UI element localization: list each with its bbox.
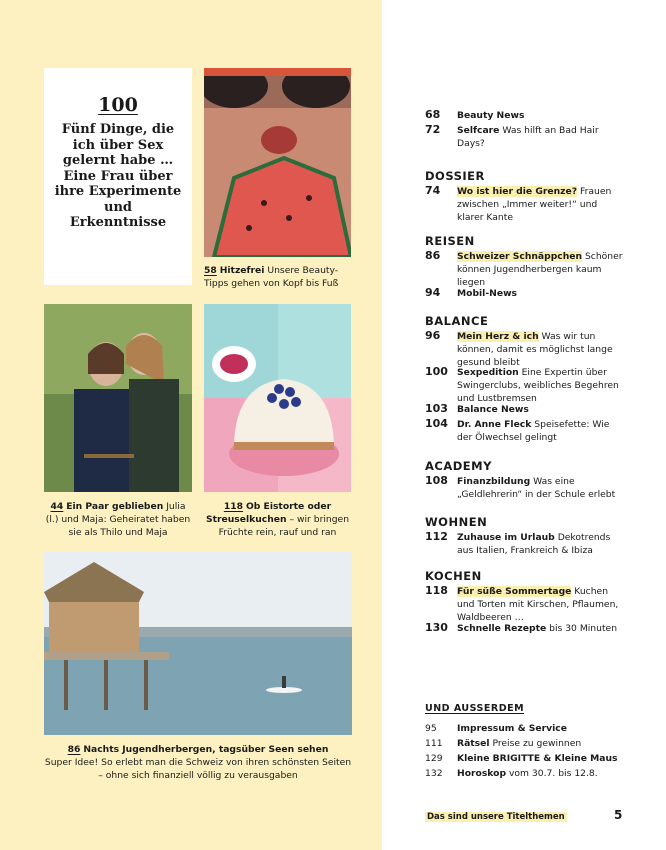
toc-key: Horoskop xyxy=(457,768,507,779)
section-title: KOCHEN xyxy=(425,569,482,583)
toc-key: Impressum & Service xyxy=(457,723,567,734)
toc-item[interactable] xyxy=(425,330,625,369)
toc-key: Für süße Sommertage xyxy=(457,586,572,597)
caption-title: Ein Paar geblieben xyxy=(66,501,164,512)
toc-page: 94 xyxy=(425,286,441,299)
caption-page[interactable]: 44 xyxy=(50,501,64,512)
toc-text: Was eine „Geldlehrerin“ in der Schule erlebt xyxy=(457,476,616,500)
toc-key: Balance News xyxy=(457,404,529,415)
toc-item[interactable] xyxy=(425,722,625,735)
toc-key: Finanzbildung xyxy=(457,476,531,487)
caption-text: Julia (l.) und Maja: Geheiratet haben sie als Thilo und Maja xyxy=(45,501,191,538)
toc-key: Selfcare xyxy=(457,125,500,136)
toc-key: Wo ist hier die Grenze? xyxy=(457,186,578,197)
toc-text: Frauen zwischen „Immer weiter!“ und klarer Kante xyxy=(457,186,612,223)
toc-item[interactable] xyxy=(425,752,625,765)
caption-page[interactable]: 86 xyxy=(67,744,81,755)
feature-teaser[interactable] xyxy=(44,68,192,285)
toc-key: Dr. Anne Fleck xyxy=(457,419,532,430)
toc-item[interactable] xyxy=(425,250,625,289)
toc-page: 118 xyxy=(425,584,448,597)
cake-photo xyxy=(204,304,351,492)
toc-key: Schnelle Rezepte xyxy=(457,623,547,634)
section-title: DOSSIER xyxy=(425,169,485,183)
toc-page: 95 xyxy=(425,723,437,734)
feature-page-number: 100 xyxy=(98,94,138,116)
caption-title: Hitzefrei xyxy=(219,265,265,276)
caption-page[interactable]: 118 xyxy=(223,501,244,512)
toc-key: Sexpedition xyxy=(457,367,519,378)
page-number: 5 xyxy=(614,808,623,822)
toc-item[interactable] xyxy=(425,622,625,635)
caption-text: – wir bringen Früchte rein, rauf und ran xyxy=(218,514,350,538)
toc-item[interactable] xyxy=(425,585,625,624)
caption-page[interactable]: 58 xyxy=(204,265,217,276)
toc-text: Was hilft an Bad Hair Days? xyxy=(457,125,599,149)
section-title: UND AUSSERDEM xyxy=(425,703,525,714)
toc-text: vom 30.7. bis 12.8. xyxy=(509,768,598,779)
lake-photo xyxy=(44,552,352,735)
toc-item[interactable] xyxy=(425,737,625,750)
toc-key: Mobil-News xyxy=(457,288,518,299)
toc-page: 68 xyxy=(425,108,441,121)
caption-hitzefrei xyxy=(204,264,351,290)
toc-key: Mein Herz & ich xyxy=(457,331,539,342)
section-title: BALANCE xyxy=(425,314,489,328)
toc-page: 104 xyxy=(425,417,448,430)
toc-text: Preise zu gewinnen xyxy=(492,738,582,749)
watermelon-photo xyxy=(204,68,351,257)
toc-key: Zuhause im Urlaub xyxy=(457,532,555,543)
toc-page: 72 xyxy=(425,123,441,136)
toc-text: Kuchen und Torten mit Kirschen, Pflaumen, Waldbeeren … xyxy=(457,586,619,623)
toc-item[interactable] xyxy=(425,403,625,416)
toc-text: Dekotrends aus Italien, Frankreich & Ibiza xyxy=(457,532,611,556)
section-title: REISEN xyxy=(425,234,475,248)
toc-item[interactable] xyxy=(425,366,625,405)
couple-photo xyxy=(44,304,192,492)
toc-item[interactable] xyxy=(425,475,625,501)
toc-page: 86 xyxy=(425,249,441,262)
toc-text: Schöner können Jugendherbergen kaum liegen xyxy=(457,251,623,288)
toc-page: 132 xyxy=(425,768,443,779)
toc-item[interactable] xyxy=(425,287,625,300)
toc-page: 103 xyxy=(425,402,448,415)
toc-text: Speisefette: Wie der Ölwechsel gelingt xyxy=(457,419,610,443)
toc-text: Was wir tun können, damit es möglichst lange gesund bleibt xyxy=(457,331,613,368)
toc-key: Schweizer Schnäppchen xyxy=(457,251,583,262)
toc-page: 129 xyxy=(425,753,443,764)
caption-paar xyxy=(44,500,192,539)
toc-key: Beauty News xyxy=(457,110,525,121)
caption-seen xyxy=(44,743,352,782)
feature-headline: Fünf Dinge, die ich über Sex gelernt habe … Eine Frau über ihre Experimente und Erkenntnisse xyxy=(54,122,182,230)
toc-item[interactable] xyxy=(425,185,625,224)
caption-text: Unsere Beauty-Tipps gehen von Kopf bis Fuß xyxy=(204,265,339,289)
caption-title: Ob Eistorte oder Streuselkuchen xyxy=(205,501,332,525)
caption-eistorte xyxy=(204,500,351,539)
toc-page: 108 xyxy=(425,474,448,487)
toc-item[interactable] xyxy=(425,767,625,780)
caption-title: Nachts Jugendherbergen, tagsüber Seen sehen xyxy=(83,744,329,755)
toc-text: Eine Expertin über Swingerclubs, weibliches Begehren und Lustbremsen xyxy=(457,367,619,404)
toc-page: 96 xyxy=(425,329,441,342)
toc-page: 100 xyxy=(425,365,448,378)
toc-page: 112 xyxy=(425,530,448,543)
toc-text: bis 30 Minuten xyxy=(549,623,618,634)
section-title: WOHNEN xyxy=(425,515,488,529)
toc-key: Kleine BRIGITTE & Kleine Maus xyxy=(457,753,618,764)
toc-item[interactable] xyxy=(425,124,625,150)
toc-key: Rätsel xyxy=(457,738,490,749)
toc-page: 111 xyxy=(425,738,443,749)
caption-text: Super Idee! So erlebt man die Schweiz von ihren schönsten Seiten – ohne sich finanziell völlig zu verausgaben xyxy=(44,757,352,781)
toc-item[interactable] xyxy=(425,109,625,122)
toc-item[interactable] xyxy=(425,531,625,557)
toc-page: 74 xyxy=(425,184,441,197)
footer-cover-topics-label: Das sind unsere Titelthemen xyxy=(427,812,565,822)
toc-item[interactable] xyxy=(425,418,625,444)
toc-page: 130 xyxy=(425,621,448,634)
section-title: ACADEMY xyxy=(425,459,492,473)
